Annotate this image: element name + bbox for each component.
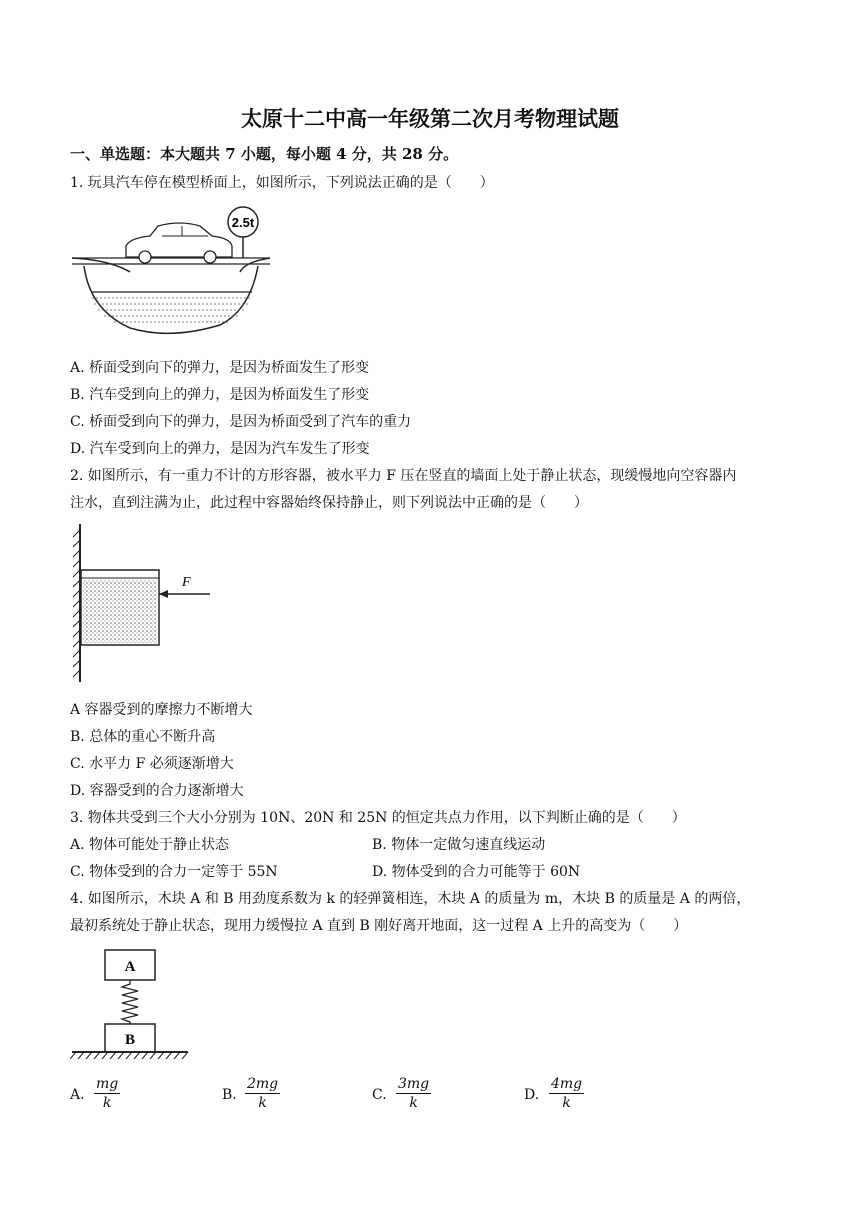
- q4-option-c-label[interactable]: C.: [372, 1087, 387, 1103]
- q2-stem-line2: 注水，直到注满为止，此过程中容器始终保持静止，则下列说法中正确的是（ ）: [70, 495, 588, 511]
- fraction-numerator: mg: [96, 1076, 119, 1092]
- q3-stem: 3. 物体共受到三个大小分别为 10N、20N 和 25N 的恒定共点力作用，以下判断止确的是（ ）: [70, 810, 686, 826]
- q4-option-b-label[interactable]: B.: [222, 1087, 237, 1103]
- q3-option-a[interactable]: A. 物体可能处于静止状态: [70, 837, 230, 853]
- fraction-denominator: k: [258, 1095, 267, 1111]
- q2-stem-line1: 2. 如图所示，有一重力不计的方形容器，被水平力 F 压在竖直的墙面上处于静止状态，现缓慢地向空容器内: [70, 468, 737, 484]
- fraction-denominator: k: [562, 1095, 571, 1111]
- q2-option-a[interactable]: A 容器受到的摩擦力不断增大: [70, 702, 253, 718]
- q3-option-c[interactable]: C. 物体受到的合力一定等于 55N: [70, 864, 278, 880]
- q2-container-figure: [70, 522, 220, 687]
- q4-option-b-fraction[interactable]: [245, 1076, 280, 1111]
- force-label: F: [182, 575, 191, 590]
- fraction-numerator: 4mg: [551, 1076, 583, 1092]
- q4-option-d-label[interactable]: D.: [524, 1087, 540, 1103]
- weight-limit-sign: 2.5t: [231, 215, 255, 230]
- q4-stem-line2: 最初系统处于静止状态，现用力缓慢拉 A 直到 B 刚好离开地面，这一过程 A 上升的高变为（ ）: [70, 918, 688, 934]
- q4-stem-line1: 4. 如图所示，木块 A 和 B 用劲度系数为 k 的轻弹簧相连，木块 A 的质量为 m，木块 B 的质量是 A 的两倍，: [70, 891, 751, 907]
- q2-option-d[interactable]: D. 容器受到的合力逐渐增大: [70, 783, 244, 799]
- q1-stem: 1. 玩具汽车停在模型桥面上，如图所示，下列说法正确的是（ ）: [70, 175, 494, 191]
- q3-option-d[interactable]: D. 物体受到的合力可能等于 60N: [372, 864, 581, 880]
- q1-option-a[interactable]: A. 桥面受到向下的弹力，是因为桥面发生了形变: [70, 360, 370, 376]
- fraction-denominator: k: [102, 1095, 112, 1111]
- q1-option-c[interactable]: C. 桥面受到向下的弹力，是因为桥面受到了汽车的重力: [70, 414, 412, 430]
- section-heading: 一、单选题：本大题共 7 小题，每小题 4 分，共 28 分。: [70, 145, 459, 163]
- q4-option-a-fraction[interactable]: [94, 1076, 120, 1111]
- fraction-numerator: 2mg: [247, 1076, 279, 1092]
- q1-option-b[interactable]: B. 汽车受到向上的弹力，是因为桥面发生了形变: [70, 387, 370, 403]
- q4-option-d-fraction[interactable]: [549, 1076, 584, 1111]
- car-shape: [126, 223, 232, 263]
- q1-option-d[interactable]: D. 汽车受到向上的弹力，是因为汽车发生了形变: [70, 441, 370, 457]
- page-title: 太原十二中高一年级第二次月考物理试题: [241, 106, 619, 131]
- block-a-label: A: [124, 959, 136, 975]
- fraction-numerator: 3mg: [398, 1076, 430, 1092]
- q2-option-c[interactable]: C. 水平力 F 必须逐渐增大: [70, 756, 234, 772]
- q4-option-c-fraction[interactable]: [396, 1076, 431, 1111]
- q1-bridge-figure: [70, 200, 275, 345]
- q3-option-b[interactable]: B. 物体一定做匀速直线运动: [372, 837, 546, 853]
- q4-spring-figure: [70, 948, 192, 1064]
- q2-option-b[interactable]: B. 总体的重心不断升高: [70, 729, 216, 745]
- block-b-label: B: [124, 1032, 136, 1048]
- fraction-denominator: k: [409, 1095, 418, 1111]
- q4-option-a-label[interactable]: A.: [70, 1087, 85, 1103]
